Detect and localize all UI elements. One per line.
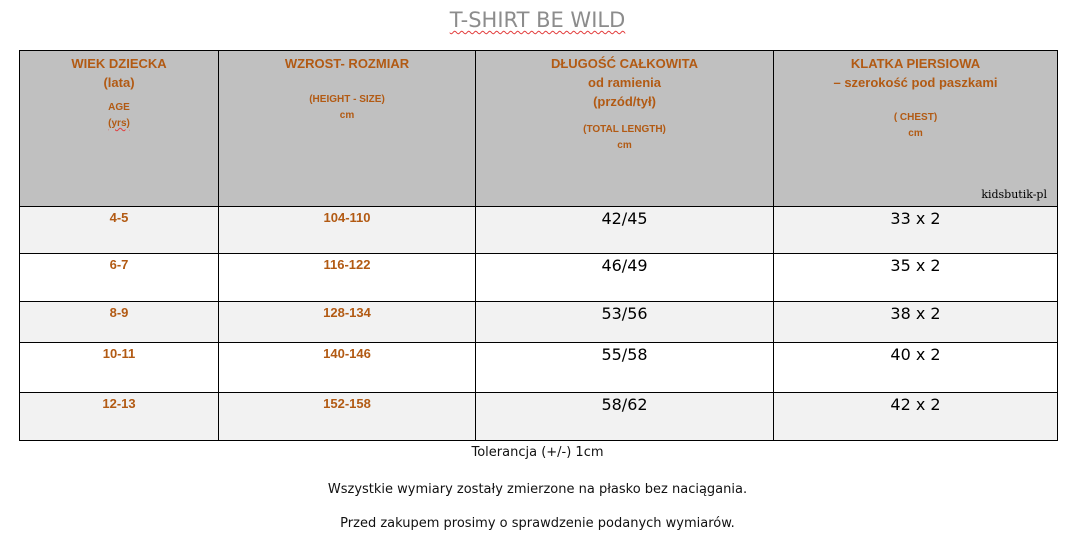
cell-height: 104-110	[219, 207, 476, 254]
check-note: Przed zakupem prosimy o sprawdzenie podanych wymiarów.	[340, 516, 735, 531]
header-length-line2: od ramienia	[588, 75, 661, 90]
header-row	[20, 51, 1058, 207]
cell-length: 53/56	[476, 302, 774, 343]
cell-height: 116-122	[219, 254, 476, 302]
cell-length: 58/62	[476, 393, 774, 441]
cell-chest: 40 x 2	[774, 343, 1058, 393]
header-length-line5: cm	[617, 140, 632, 151]
header-length-line3: (przód/tył)	[593, 94, 656, 109]
header-length-line4: (TOTAL LENGTH)	[583, 124, 666, 135]
header-age-line2: (lata)	[103, 75, 135, 90]
credit-watermark: kidsbutik-pl	[981, 188, 1047, 201]
table-row	[20, 254, 1058, 302]
cell-height: 140-146	[219, 343, 476, 393]
header-height	[219, 51, 476, 207]
cell-length: 46/49	[476, 254, 774, 302]
cell-age: 12-13	[20, 393, 219, 441]
cell-chest: 38 x 2	[774, 302, 1058, 343]
header-length	[476, 51, 774, 207]
cell-height: 152-158	[219, 393, 476, 441]
page-title	[0, 8, 1075, 32]
cell-age: 8-9	[20, 302, 219, 343]
header-age-line3: AGE	[108, 102, 130, 113]
header-chest-line3: ( CHEST)	[893, 112, 938, 123]
cell-age: 6-7	[20, 254, 219, 302]
header-chest-line1: KLATKA PIERSIOWA	[850, 56, 981, 71]
cell-length: 55/58	[476, 343, 774, 393]
tolerance-note: Tolerancja (+/-) 1cm	[471, 445, 604, 460]
cell-age: 10-11	[20, 343, 219, 393]
cell-age: 4-5	[20, 207, 219, 254]
header-age	[20, 51, 219, 207]
cell-chest: 42 x 2	[774, 393, 1058, 441]
header-age-line1: WIEK DZIECKA	[71, 56, 167, 71]
cell-chest: 35 x 2	[774, 254, 1058, 302]
table-row	[20, 302, 1058, 343]
title-text: T-SHIRT BE WILD	[449, 8, 626, 32]
cell-height: 128-134	[219, 302, 476, 343]
header-height-line2: (HEIGHT - SIZE)	[309, 94, 385, 105]
header-age-line4: (yrs)	[108, 118, 130, 129]
header-length-line1: DŁUGOŚĆ CAŁKOWITA	[550, 56, 699, 71]
table-row	[20, 393, 1058, 441]
cell-chest: 33 x 2	[774, 207, 1058, 254]
table-row	[20, 207, 1058, 254]
cell-length: 42/45	[476, 207, 774, 254]
header-chest	[774, 51, 1058, 207]
header-height-line3: cm	[339, 110, 355, 121]
size-chart-table	[19, 50, 1058, 441]
header-chest-line4: cm	[908, 128, 923, 139]
header-chest-line2: – szerokość pod paszkami	[833, 75, 998, 90]
header-height-line1: WZROST- ROZMIAR	[284, 56, 410, 71]
table-row	[20, 343, 1058, 393]
measurement-note: Wszystkie wymiary zostały zmierzone na płasko bez naciągania.	[327, 482, 748, 497]
